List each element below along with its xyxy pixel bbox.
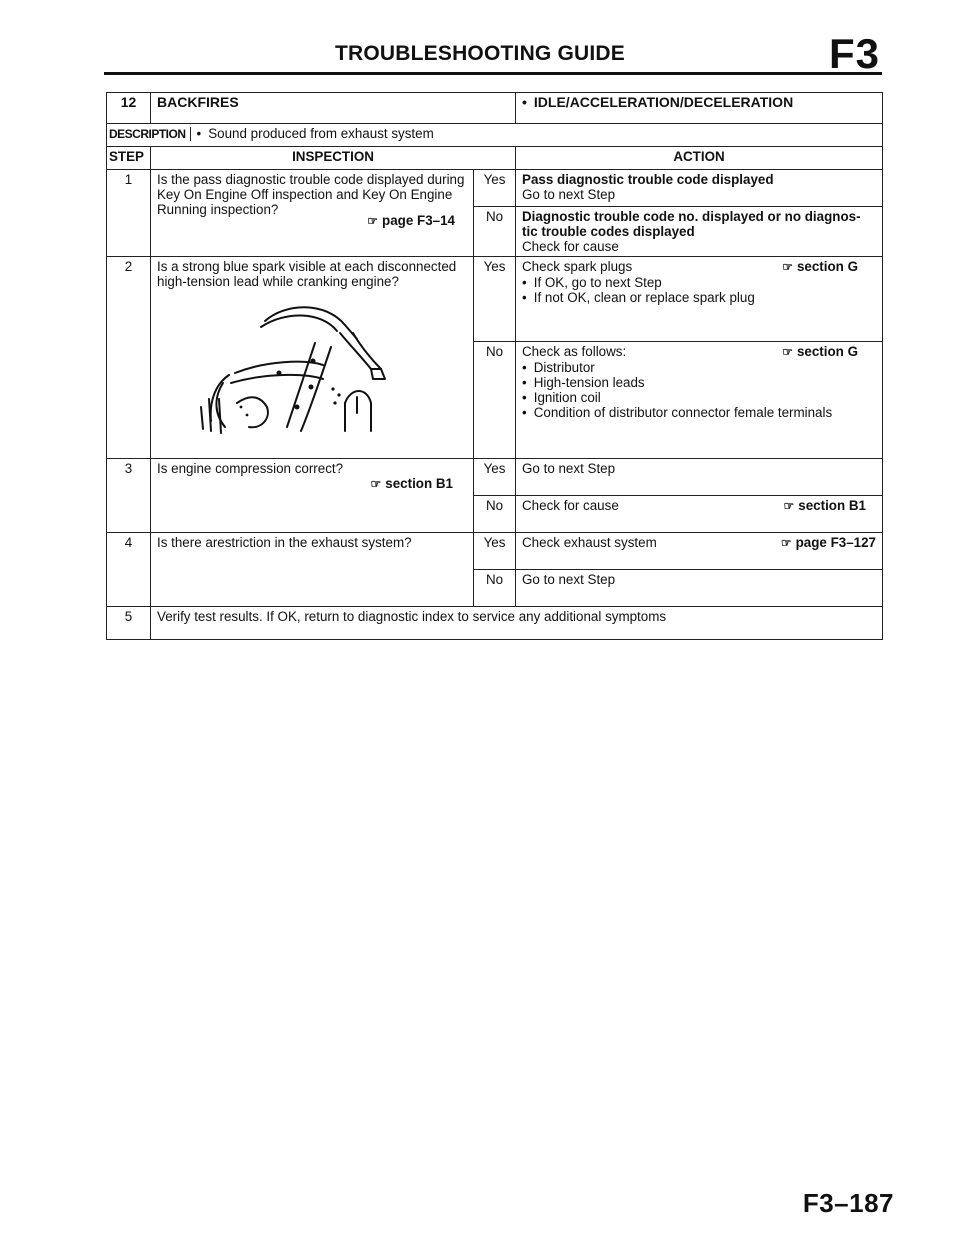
step-number: 1 [107, 170, 151, 257]
reference [782, 259, 858, 275]
inspection-line: Is a strong blue spark visible at each disconnected [157, 259, 457, 274]
action-no [516, 342, 883, 459]
step-inspection [151, 533, 474, 607]
condition-text: IDLE/ACCELERATION/DECELERATION [533, 94, 794, 110]
bullet-text: Ignition coil [533, 390, 601, 405]
action-no [516, 496, 883, 533]
spark-test-illustration [195, 303, 467, 446]
header-rule [104, 72, 882, 75]
spark-test-drawing [195, 303, 395, 443]
step-inspection [151, 170, 474, 257]
inspection-line: Running inspection? [157, 202, 279, 217]
action-no [516, 207, 883, 257]
action-yes [516, 533, 883, 570]
description-row [107, 124, 883, 147]
reference-text: page F3–127 [795, 535, 876, 550]
action-text: Check as follows: [522, 344, 627, 359]
step-number: 3 [107, 459, 151, 533]
symptom-name: BACKFIRES [151, 93, 516, 124]
action-bullet-item [522, 375, 876, 390]
step-row [107, 533, 883, 570]
bullet-text: High-tension leads [533, 375, 645, 390]
reference-text: section B1 [385, 476, 453, 491]
bullet-marker [522, 405, 534, 420]
section-code: F3 [828, 30, 880, 77]
reference [157, 476, 453, 492]
inspection-line: Is the pass diagnostic trouble code displayed during [157, 172, 465, 187]
step-row [107, 257, 883, 342]
col-header-step: STEP [107, 147, 151, 170]
pointing-hand-icon: ☞ [782, 260, 793, 274]
symptom-row [107, 93, 883, 124]
action-yes [516, 170, 883, 207]
step-number: 4 [107, 533, 151, 607]
action-bullet-item [522, 290, 876, 305]
col-header-inspection: INSPECTION [151, 147, 516, 170]
action-bullet-item [522, 360, 876, 375]
answer-yes: Yes [474, 533, 516, 570]
action-bullet-item [522, 390, 876, 405]
action-bullet-item [522, 275, 876, 290]
inspection-line: Is there arestriction in the exhaust system? [157, 535, 412, 550]
answer-yes: Yes [474, 459, 516, 496]
bullet-text: If OK, go to next Step [533, 275, 662, 290]
action-line: Diagnostic trouble code no. displayed or no diagnos- [522, 209, 861, 224]
action-line [522, 498, 876, 514]
bullet-text: Distributor [533, 360, 595, 375]
action-line: Check for cause [522, 239, 619, 254]
action-no: Go to next Step [516, 570, 883, 607]
reference [781, 535, 876, 551]
step-inspection [151, 459, 474, 533]
action-line [522, 535, 876, 551]
pointing-hand-icon: ☞ [367, 214, 379, 228]
pointing-hand-icon: ☞ [782, 345, 793, 359]
page-number: F3–187 [802, 1188, 894, 1218]
answer-no: No [474, 342, 516, 459]
reference [784, 498, 866, 514]
action-yes: Go to next Step [516, 459, 883, 496]
pointing-hand-icon: ☞ [783, 499, 795, 513]
answer-yes: Yes [474, 257, 516, 342]
action-yes [516, 257, 883, 342]
action-text: Check for cause [522, 498, 619, 513]
bullet-text: Condition of distributor connector female terminals [533, 405, 833, 420]
inspection-line: high-tension lead while cranking engine? [157, 274, 399, 289]
reference-text: section G [796, 259, 858, 274]
action-line: tic trouble codes displayed [522, 224, 695, 239]
page-title: TROUBLESHOOTING GUIDE [334, 42, 626, 65]
bullet-marker [522, 290, 534, 305]
step-row [107, 170, 883, 207]
step-number: 2 [107, 257, 151, 459]
answer-no: No [474, 570, 516, 607]
bullet-marker [522, 360, 534, 375]
reference-text: section G [796, 344, 858, 359]
pointing-hand-icon: ☞ [370, 477, 382, 491]
action-text: Check exhaust system [522, 535, 657, 550]
action-line [522, 259, 876, 275]
reference-text: section B1 [798, 498, 866, 513]
step-number: 5 [107, 607, 151, 640]
step-inspection [151, 257, 474, 459]
bullet-marker [522, 375, 534, 390]
bullet-text: If not OK, clean or replace spark plug [533, 290, 755, 305]
bullet-marker [522, 390, 534, 405]
action-line: Go to next Step [522, 187, 616, 202]
pointing-hand-icon: ☞ [780, 536, 792, 550]
symptom-condition [516, 93, 883, 124]
description-label: DESCRIPTION [109, 127, 191, 141]
troubleshooting-table [106, 92, 883, 640]
column-header-row [107, 147, 883, 170]
col-header-action: ACTION [516, 147, 883, 170]
step-row [107, 607, 883, 640]
answer-yes: Yes [474, 170, 516, 207]
action-line [522, 344, 876, 360]
step-final-instruction: Verify test results. If OK, return to diagnostic index to service any additional symptoms [151, 607, 883, 640]
description-cell [107, 124, 883, 147]
inspection-line: Key On Engine Off inspection and Key On Engine [157, 187, 453, 202]
action-text: Check spark plugs [522, 259, 633, 274]
action-line: Pass diagnostic trouble code displayed [522, 172, 774, 187]
step-row [107, 459, 883, 496]
answer-no: No [474, 496, 516, 533]
troubleshooting-table-container [106, 92, 883, 640]
symptom-number: 12 [107, 93, 151, 124]
condition-bullet [522, 94, 534, 110]
inspection-line: Is engine compression correct? [157, 461, 344, 476]
answer-no: No [474, 207, 516, 257]
description-text: Sound produced from exhaust system [208, 126, 434, 141]
description-bullet [197, 126, 209, 141]
bullet-marker [522, 275, 534, 290]
reference [782, 344, 858, 360]
reference-text: page F3–14 [382, 213, 455, 228]
action-bullet-item [522, 405, 876, 420]
